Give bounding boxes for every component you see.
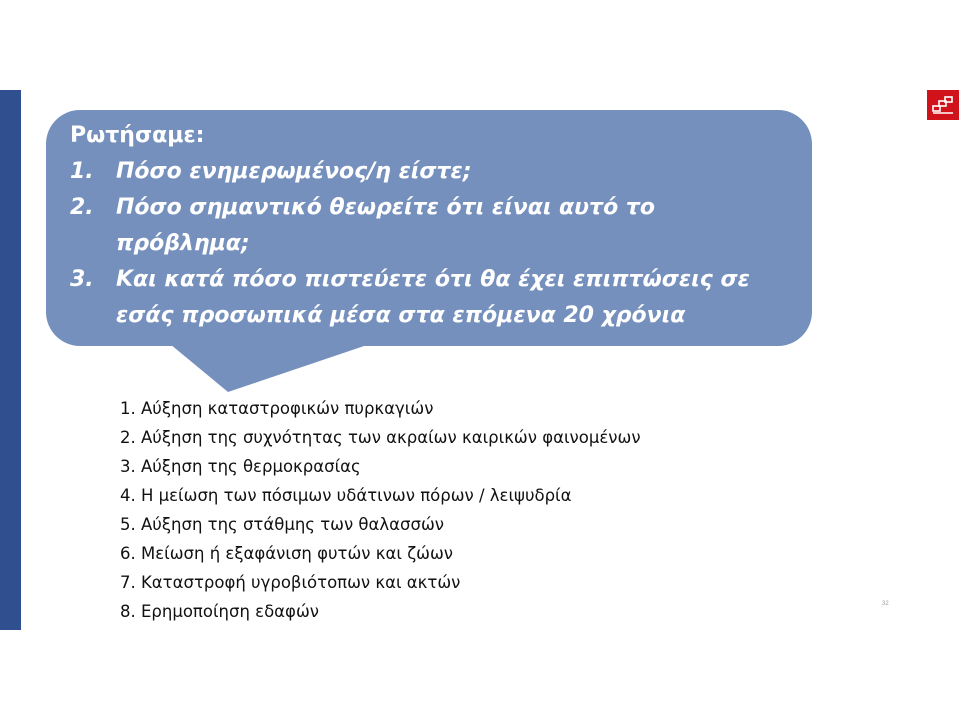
question-number: 3. bbox=[70, 267, 94, 292]
list-item: 7. Καταστροφή υγροβιότοπων και ακτών bbox=[120, 573, 461, 592]
left-accent-bar bbox=[0, 90, 21, 630]
question-2 bbox=[70, 190, 800, 262]
page-number: 32 bbox=[882, 601, 889, 607]
question-line: εσάς προσωπικά μέσα στα επόμενα 20 χρόνια bbox=[116, 303, 686, 328]
question-text bbox=[116, 154, 800, 190]
question-number: 1. bbox=[70, 159, 94, 184]
list-item: 2. Αύξηση της συχνότητας των ακραίων καιρικών φαινομένων bbox=[120, 428, 641, 447]
list-item: 1. Αύξηση καταστροφικών πυρκαγιών bbox=[120, 399, 434, 418]
answer-list bbox=[120, 394, 641, 626]
question-1 bbox=[70, 154, 800, 190]
list-item: 5. Αύξηση της στάθμης των θαλασσών bbox=[120, 515, 444, 534]
question-3 bbox=[70, 262, 800, 334]
question-line: Πόσο ενημερωμένος/η είστε; bbox=[116, 159, 472, 184]
list-item: 8. Ερημοποίηση εδαφών bbox=[120, 602, 319, 621]
question-line: πρόβλημα; bbox=[116, 231, 250, 256]
question-line: Και κατά πόσο πιστεύετε ότι θα έχει επιπτώσεις σε bbox=[116, 267, 750, 292]
bubble-heading: Ρωτήσαμε: bbox=[70, 123, 205, 148]
list-item: 6. Μείωση ή εξαφάνιση φυτών και ζώων bbox=[120, 544, 454, 563]
brand-logo-icon bbox=[927, 90, 959, 120]
bubble-content bbox=[70, 118, 800, 334]
question-number: 2. bbox=[70, 195, 94, 220]
list-item: 4. Η μείωση των πόσιμων υδάτινων πόρων / λειψυδρία bbox=[120, 486, 572, 505]
list-item: 3. Αύξηση της θερμοκρασίας bbox=[120, 457, 361, 476]
question-text bbox=[116, 262, 800, 334]
question-text bbox=[116, 190, 800, 262]
question-line: Πόσο σημαντικό θεωρείτε ότι είναι αυτό το bbox=[116, 195, 655, 220]
